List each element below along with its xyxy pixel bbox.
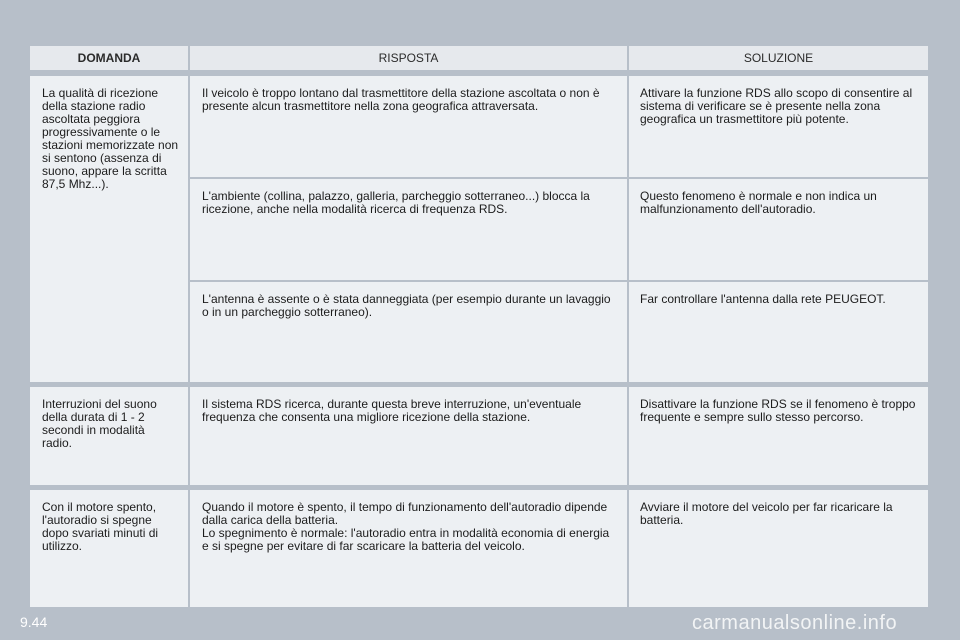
solution-cell: Attivare la funzione RDS allo scopo di consentire al sistema di verificare se è presente nella zona geografica un trasmettitore più potente. — [629, 76, 928, 177]
solution-cell: Disattivare la funzione RDS se il fenomeno è troppo frequente e sempre sullo stesso percorso. — [629, 387, 928, 485]
header-domanda: DOMANDA — [30, 46, 188, 70]
watermark: carmanualsonline.info — [692, 612, 898, 634]
header-risposta: RISPOSTA — [190, 46, 627, 70]
question-cell: La qualità di ricezione della stazione radio ascoltata peggiora progressivamente o le stazioni memorizzate non si sentono (assenza di suono, appare la scritta 87,5 Mhz...). — [30, 76, 188, 382]
solution-cell: Avviare il motore del veicolo per far ricaricare la batteria. — [629, 490, 928, 607]
solution-cell: Questo fenomeno è normale e non indica un malfunzionamento dell'autoradio. — [629, 179, 928, 280]
answer-cell: L'antenna è assente o è stata danneggiata (per esempio durante un lavaggio o in un parcheggio sotterraneo). — [190, 282, 627, 382]
question-cell: Interruzioni del suono della durata di 1 - 2 secondi in modalità radio. — [30, 387, 188, 485]
solution-cell: Far controllare l'antenna dalla rete PEUGEOT. — [629, 282, 928, 382]
question-cell: Con il motore spento, l'autoradio si spegne dopo svariati minuti di utilizzo. — [30, 490, 188, 607]
header-soluzione: SOLUZIONE — [629, 46, 928, 70]
answer-cell: Il veicolo è troppo lontano dal trasmettitore della stazione ascoltata o non è presente alcun trasmettitore nella zona geografica attraversata. — [190, 76, 627, 177]
answer-cell: L'ambiente (collina, palazzo, galleria, parcheggio sotterraneo...) blocca la ricezione, anche nella modalità ricerca di frequenza RDS. — [190, 179, 627, 280]
answer-cell: Il sistema RDS ricerca, durante questa breve interruzione, un'eventuale frequenza che consenta una migliore ricezione della stazione. — [190, 387, 627, 485]
answer-cell: Quando il motore è spento, il tempo di funzionamento dell'autoradio dipende dalla carica della batteria. Lo spegnimento è normale: l'autoradio entra in modalità economia di energia e si spegne per evitare di far scaricare la batteria del veicolo. — [190, 490, 627, 607]
page-number: 9.44 — [20, 614, 48, 630]
